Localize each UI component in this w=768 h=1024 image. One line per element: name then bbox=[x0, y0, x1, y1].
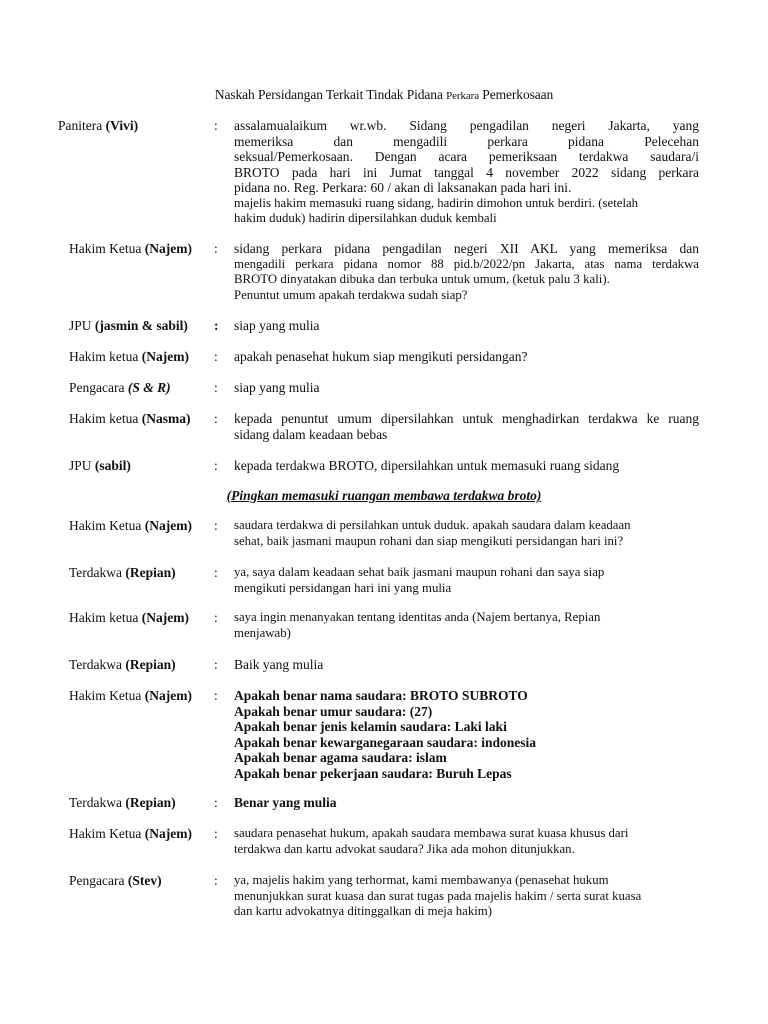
speech-line: menjawab) bbox=[234, 625, 291, 640]
speaker-name: (Repian) bbox=[125, 795, 176, 810]
speaker-role: Hakim Ketua bbox=[69, 518, 145, 533]
speaker-name: (Stev) bbox=[127, 873, 162, 888]
separator-colon: : bbox=[214, 565, 218, 580]
speech-line: Apakah benar umur saudara: (27) bbox=[234, 703, 433, 719]
speaker bbox=[69, 610, 189, 626]
speech-line: Apakah benar jenis kelamin saudara: Laki laki bbox=[234, 719, 507, 734]
speech-text bbox=[234, 518, 699, 549]
speech-line: Apakah benar pekerjaan saudara: Buruh Lepas bbox=[234, 765, 512, 781]
speech-text bbox=[234, 349, 699, 365]
speech-text bbox=[234, 873, 699, 920]
speaker-name: (Najem) bbox=[144, 826, 192, 841]
separator-colon: : bbox=[214, 241, 218, 256]
speaker bbox=[69, 241, 192, 257]
speaker bbox=[69, 657, 176, 673]
speaker-role: Hakim ketua bbox=[69, 610, 142, 625]
speaker-role: Hakim ketua bbox=[69, 349, 142, 364]
speech-text bbox=[234, 411, 699, 442]
speech-text bbox=[234, 118, 699, 227]
speech-line: ya, majelis hakim yang terhormat, kami membawanya (penasehat hukum bbox=[234, 873, 609, 887]
speaker-name: (Najem) bbox=[144, 241, 192, 256]
speaker-name: (Repian) bbox=[125, 657, 176, 672]
speech-line: mengikuti persidangan hari ini yang mulia bbox=[234, 580, 452, 595]
separator-colon: : bbox=[214, 518, 218, 533]
speaker-role: JPU bbox=[69, 318, 95, 333]
speech-line: seksual/Pemerkosaan. Dengan acara pemeriksaan terdakwa saudara/i bbox=[234, 149, 699, 164]
speaker-name: (Nasma) bbox=[141, 411, 191, 426]
speaker-role: Pengacara bbox=[69, 873, 128, 888]
speech-text bbox=[234, 458, 699, 474]
separator-colon: : bbox=[214, 688, 218, 703]
document-title bbox=[0, 87, 768, 103]
speech-line: kepada penuntut umum dipersilahkan untuk menghadirkan terdakwa ke ruang bbox=[234, 411, 699, 426]
speaker-role: Terdakwa bbox=[69, 565, 126, 580]
speaker-role: Hakim ketua bbox=[69, 411, 142, 426]
speech-text bbox=[234, 795, 699, 811]
separator-colon: : bbox=[214, 826, 218, 841]
speech-line: majelis hakim memasuki ruang sidang, hadirin dimohon untuk berdiri. (setelah bbox=[234, 195, 639, 210]
speech-line: apakah penasehat hukum siap mengikuti persidangan? bbox=[234, 349, 528, 364]
speaker bbox=[69, 458, 131, 474]
speech-line: Apakah benar kewarganegaraan saudara: indonesia bbox=[234, 734, 537, 750]
speaker bbox=[69, 380, 171, 396]
speech-line: saya ingin menanyakan tentang identitas anda (Najem bertanya, Repian bbox=[234, 610, 601, 624]
speaker-name: (Najem) bbox=[144, 688, 192, 703]
speech-line: assalamualaikum wr.wb. Sidang pengadilan negeri Jakarta, yang bbox=[234, 118, 699, 133]
title-text-small: Perkara bbox=[446, 90, 480, 102]
separator-colon: : bbox=[214, 318, 219, 333]
speech-line: BROTO pada hari ini Jumat tanggal 4 november 2022 sidang perkara bbox=[234, 164, 699, 180]
speaker-name: (jasmin & sabil) bbox=[94, 318, 188, 333]
speech-line: terdakwa dan kartu advokat saudara? Jika ada mohon ditunjukkan. bbox=[234, 841, 575, 856]
speech-line: pidana no. Reg. Perkara: 60 / akan di laksanakan pada hari ini. bbox=[234, 180, 572, 195]
speech-text bbox=[234, 565, 699, 596]
speech-line: Penuntut umum apakah terdakwa sudah siap? bbox=[234, 287, 468, 302]
speaker bbox=[69, 688, 192, 704]
title-text-start: Naskah Persidangan Terkait Tindak Pidana bbox=[214, 87, 447, 102]
title-text-end: Pemerkosaan bbox=[479, 87, 554, 102]
speech-text bbox=[234, 610, 699, 641]
speech-text bbox=[234, 688, 699, 781]
speech-text bbox=[234, 657, 699, 673]
speech-line: memeriksa dan mengadili perkara pidana Pelecehan bbox=[234, 133, 699, 149]
speech-line: Baik yang mulia bbox=[234, 657, 324, 672]
speech-text bbox=[234, 826, 699, 857]
speech-line: dan kartu advokatnya ditinggalkan di meja hakim) bbox=[234, 904, 492, 918]
speech-text bbox=[234, 380, 699, 396]
speech-line: Apakah benar nama saudara: BROTO SUBROTO bbox=[234, 688, 528, 703]
separator-colon: : bbox=[214, 657, 218, 672]
speaker-role: Hakim Ketua bbox=[69, 826, 145, 841]
speaker bbox=[69, 411, 190, 427]
speaker-role: JPU bbox=[69, 458, 95, 473]
speech-line: siap yang mulia bbox=[234, 318, 320, 333]
separator-colon: : bbox=[214, 349, 218, 364]
speaker-name: (Najem) bbox=[144, 518, 192, 533]
speaker bbox=[58, 118, 138, 134]
speech-line: siap yang mulia bbox=[234, 380, 320, 395]
speaker bbox=[69, 795, 176, 811]
speaker bbox=[69, 873, 162, 889]
speaker-role: Pengacara bbox=[69, 380, 128, 395]
speaker bbox=[69, 349, 189, 365]
separator-colon: : bbox=[214, 380, 218, 395]
speaker-role: Terdakwa bbox=[69, 657, 126, 672]
speaker-role: Terdakwa bbox=[69, 795, 126, 810]
speaker bbox=[69, 826, 192, 842]
speech-line: saudara terdakwa di persilahkan untuk duduk. apakah saudara dalam keadaan bbox=[234, 518, 631, 532]
speaker-role: Panitera bbox=[58, 118, 106, 133]
speech-line: BROTO dinyatakan dibuka dan terbuka untuk umum, (ketuk palu 3 kali). bbox=[234, 272, 610, 286]
speech-line: sidang dalam keadaan bebas bbox=[234, 426, 388, 442]
speaker-name: (Najem) bbox=[141, 349, 189, 364]
speaker-role: Hakim Ketua bbox=[69, 688, 145, 703]
speaker bbox=[69, 518, 192, 534]
speech-line: saudara penasehat hukum, apakah saudara membawa surat kuasa khusus dari bbox=[234, 826, 629, 840]
speaker bbox=[69, 565, 176, 581]
speaker-role: Hakim Ketua bbox=[69, 241, 145, 256]
speaker-name: (sabil) bbox=[94, 458, 131, 473]
speaker-name: (S & R) bbox=[127, 380, 171, 395]
speaker-name: (Najem) bbox=[141, 610, 189, 625]
speech-text bbox=[234, 241, 699, 303]
separator-colon: : bbox=[214, 610, 218, 625]
speech-line: Apakah benar agama saudara: islam bbox=[234, 750, 447, 765]
speech-line: menunjukkan surat kuasa dan surat tugas pada majelis hakim / serta surat kuasa bbox=[234, 888, 642, 903]
separator-colon: : bbox=[214, 795, 218, 810]
stage-direction: (Pingkan memasuki ruangan membawa terdakwa broto) bbox=[226, 488, 542, 503]
speech-text bbox=[234, 318, 699, 334]
separator-colon: : bbox=[214, 873, 218, 888]
separator-colon: : bbox=[214, 411, 218, 426]
speech-line: sehat, baik jasmani maupun rohani dan siap mengikuti persidangan hari ini? bbox=[234, 533, 624, 548]
speech-line: hakim duduk) hadirin dipersilahkan duduk kembali bbox=[234, 211, 497, 225]
separator-colon: : bbox=[214, 118, 218, 133]
speaker bbox=[69, 318, 188, 334]
speech-line: kepada terdakwa BROTO, dipersilahkan untuk memasuki ruang sidang bbox=[234, 458, 620, 473]
speech-line: ya, saya dalam keadaan sehat baik jasmani maupun rohani dan saya siap bbox=[234, 565, 605, 579]
speaker-name: (Vivi) bbox=[105, 118, 139, 133]
speech-line: Benar yang mulia bbox=[234, 795, 337, 810]
speech-line: mengadili perkara pidana nomor 88 pid.b/2022/pn Jakarta, atas nama terdakwa bbox=[234, 256, 699, 271]
speaker-name: (Repian) bbox=[125, 565, 176, 580]
speech-line: sidang perkara pidana pengadilan negeri XII AKL yang memeriksa dan bbox=[234, 241, 699, 256]
separator-colon: : bbox=[214, 458, 218, 473]
